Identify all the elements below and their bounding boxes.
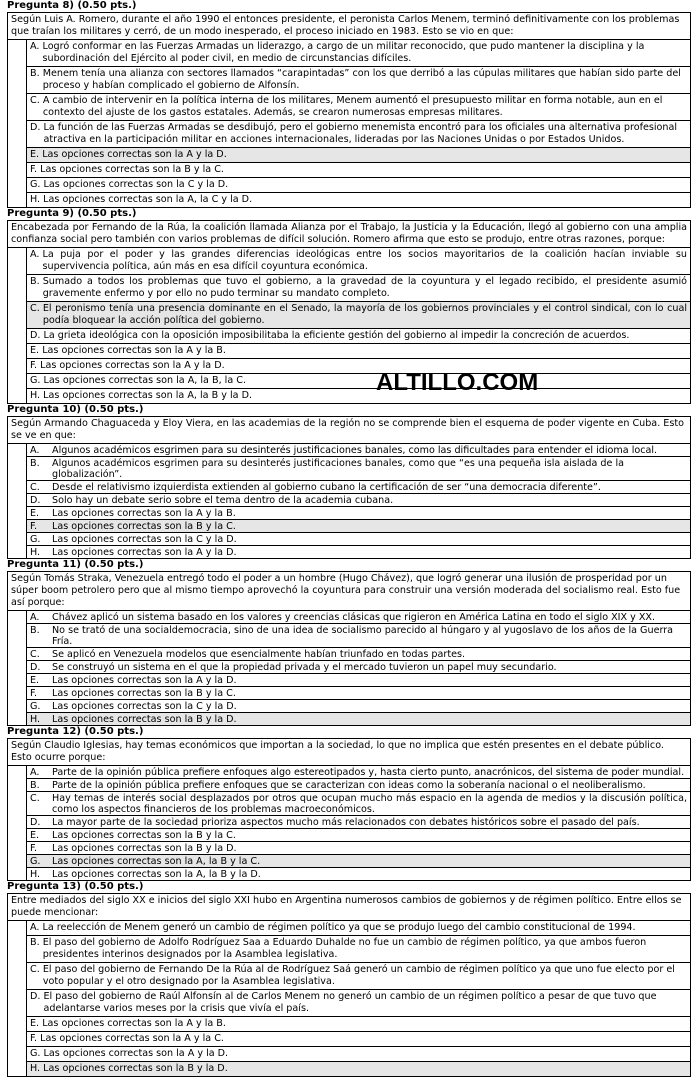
option-g[interactable]: G. Las opciones correctas son la A, la B y la C.: [26, 855, 690, 868]
question-stem: Entre mediados del siglo XX e inicios del siglo XXI hubo en Argentina numerosos cambios de gobiernos y de régimen político. Entre ellos se puede mencionar:: [8, 894, 690, 921]
option-e[interactable]: E. Las opciones correctas son la B y la C.: [26, 829, 690, 842]
question-box: [7, 416, 691, 559]
option-g[interactable]: G. Las opciones correctas son la A, la B, la C.: [26, 374, 690, 389]
option-c[interactable]: C. Se aplicó en Venezuela modelos que esencialmente habían triunfado en todas partes.: [26, 648, 690, 661]
option-g[interactable]: G. Las opciones correctas son la C y la D.: [26, 700, 690, 713]
question-10: [7, 404, 691, 559]
option-g[interactable]: G. Las opciones correctas son la C y la D.: [26, 178, 690, 193]
option-h[interactable]: H. Las opciones correctas son la B y la D.: [26, 1062, 690, 1076]
option-h[interactable]: H. Las opciones correctas son la B y la D.: [26, 713, 690, 725]
question-stem: Según Luis A. Romero, durante el año 1990 el entonces presidente, el peronista Carlos Menem, terminó definitivamente con los problemas que traían los militares y cerró, de un modo inesperado, el proceso iniciado en 1983. Esto se vio en que:: [8, 13, 690, 40]
question-box: [7, 220, 691, 404]
option-a[interactable]: A. Chávez aplicó un sistema basado en los valores y creencias clásicas que rigieron en América Latina en todo el siglo XIX y XX.: [26, 611, 690, 624]
question-stem: Según Armando Chaguaceda y Eloy Viera, en las academias de la región no se comprende bien el esquema de poder vigente en Cuba. Esto se ve en que:: [8, 417, 690, 444]
option-d[interactable]: D. La grieta ideológica con la oposición imposibilitaba la eficiente gestión del gobierno al impedir la concreción de acuerdos.: [26, 329, 690, 344]
question-9: [7, 208, 691, 404]
option-h[interactable]: H. Las opciones correctas son la A, la B y la D.: [26, 868, 690, 880]
option-e[interactable]: E. Las opciones correctas son la A y la B.: [26, 1017, 690, 1032]
option-c[interactable]: C. Desde el relativismo izquierdista extienden al gobierno cubano la certificación de ser “una democracia diferente”.: [26, 481, 690, 494]
option-a[interactable]: A. Algunos académicos esgrimen para su desinterés justificaciones banales, como las dificultades para entender el idioma local.: [26, 444, 690, 457]
question-stem: Encabezada por Fernando de la Rúa, la coalición llamada Alianza por el Trabajo, la Justicia y la Educación, llegó al gobierno con una amplia confianza social pero también con varios problemas de difícil solución. Romero afirma que esto se produjo, entre otras razones, porque:: [8, 221, 690, 248]
option-f[interactable]: F. Las opciones correctas son la A y la C.: [26, 1032, 690, 1047]
question-11: [7, 559, 691, 726]
question-box: [7, 738, 691, 881]
question-13: [7, 881, 691, 1077]
question-header: Pregunta 9) (0.50 pts.): [7, 208, 137, 219]
question-stem: Según Tomás Straka, Venezuela entregó todo el poder a un hombre (Hugo Chávez), que logró generar una ilusión de prosperidad por un súper boom petrolero pero que al mismo tiempo aprovechó la coyuntura para construir una versión moderada del socialismo real. Esto fue así porque:: [8, 572, 690, 611]
option-d[interactable]: D. La función de las Fuerzas Armadas se desdibujó, pero el gobierno menemista encontró para los oficiales una alternativa profesional atractiva en la participación militar en acciones internacionales, lideradas por las Naciones Unidas o por Estados Unidos.: [26, 121, 690, 148]
option-g[interactable]: G. Las opciones correctas son la A y la D.: [26, 1047, 690, 1062]
question-header: Pregunta 12) (0.50 pts.): [7, 726, 144, 737]
option-f[interactable]: F. Las opciones correctas son la B y la C.: [26, 520, 690, 533]
option-b[interactable]: B. El paso del gobierno de Adolfo Rodríguez Saa a Eduardo Duhalde no fue un cambio de régimen político, ya que ambos fueron presidentes interinos designados por la Asamblea legislativa.: [26, 936, 690, 963]
question-8: [7, 0, 691, 208]
option-c[interactable]: C. A cambio de intervenir en la política interna de los militares, Menem aumentó el presupuesto militar en forma notable, aun en el contexto del ajuste de los gastos estatales. Además, se crearon numerosas empresas militares.: [26, 94, 690, 121]
question-stem: Según Claudio Iglesias, hay temas económicos que importan a la sociedad, lo que no implica que estén presentes en el debate público. Esto ocurre porque:: [8, 739, 690, 766]
option-d[interactable]: D. La mayor parte de la sociedad prioriza aspectos mucho más relacionados con debates históricos sobre el pasado del país.: [26, 816, 690, 829]
option-b[interactable]: B. No se trató de una socialdemocracia, sino de una idea de socialismo parecido al húngaro y al yugoslavo de los años de la Guerra Fría.: [26, 624, 690, 648]
option-e[interactable]: E. Las opciones correctas son la A y la B.: [26, 507, 690, 520]
option-a[interactable]: A. La reelección de Menem generó un cambio de régimen político ya que se produjo luego del cambio constitucional de 1994.: [26, 921, 690, 936]
option-h[interactable]: H. Las opciones correctas son la A, la C y la D.: [26, 193, 690, 207]
question-12: [7, 726, 691, 881]
option-b[interactable]: B. Parte de la opinión pública prefiere enfoques que se caracterizan con ideas como la soberanía nacional o el neoliberalismo.: [26, 779, 690, 792]
option-d[interactable]: D. Solo hay un debate serio sobre el tema dentro de la academia cubana.: [26, 494, 690, 507]
option-a[interactable]: A. Parte de la opinión pública prefiere enfoques algo estereotipados y, hasta cierto punto, anacrónicos, del sistema de poder mundial.: [26, 766, 690, 779]
option-b[interactable]: B. Menem tenía una alianza con sectores llamados “carapintadas” con los que derribó a las cúpulas militares que habían sido parte del proceso y habían complicado el gobierno de Alfonsín.: [26, 67, 690, 94]
option-a[interactable]: A. La puja por el poder y las grandes diferencias ideológicas entre los socios mayoritarios de la coalición hacían inviable su supervivencia política, aún más en esa difícil coyuntura económica.: [26, 248, 690, 275]
question-header: Pregunta 10) (0.50 pts.): [7, 404, 144, 415]
option-c[interactable]: C. Hay temas de interés social desplazados por otros que ocupan mucho más espacio en la agenda de medios y la discusión política, como los aspectos financieros de los problemas macroeconómicos.: [26, 792, 690, 816]
option-f[interactable]: F. Las opciones correctas son la B y la D.: [26, 842, 690, 855]
question-box: [7, 893, 691, 1077]
option-e[interactable]: E. Las opciones correctas son la A y la D.: [26, 148, 690, 163]
option-b[interactable]: B. Algunos académicos esgrimen para su desinterés justificaciones banales, como que “es una pequeña isla aislada de la globalización”.: [26, 457, 690, 481]
option-h[interactable]: H. Las opciones correctas son la A, la B y la D.: [26, 389, 690, 403]
option-h[interactable]: H. Las opciones correctas son la A y la D.: [26, 546, 690, 558]
question-header: Pregunta 8) (0.50 pts.): [7, 0, 137, 11]
exam-page: [7, 0, 691, 1077]
option-f[interactable]: F. Las opciones correctas son la B y la C.: [26, 687, 690, 700]
question-box: [7, 571, 691, 726]
option-b[interactable]: B. Sumado a todos los problemas que tuvo el gobierno, a la gravedad de la coyuntura y el legado recibido, el presidente asumió gravemente enfermo y por ello no pudo terminar su mandato completo.: [26, 275, 690, 302]
option-e[interactable]: E. Las opciones correctas son la A y la B.: [26, 344, 690, 359]
option-c[interactable]: C. El paso del gobierno de Fernando De la Rúa al de Rodríguez Saá generó un cambio de régimen político ya que uno fue electo por el voto popular y el otro designado por la Asamblea legislativa.: [26, 963, 690, 990]
option-d[interactable]: D. Se construyó un sistema en el que la propiedad privada y el mercado tuvieron un papel muy secundario.: [26, 661, 690, 674]
option-c[interactable]: C. El peronismo tenía una presencia dominante en el Senado, la mayoría de los gobiernos provinciales y el control sindical, con lo cual podía bloquear la acción política del gobierno.: [26, 302, 690, 329]
question-header: Pregunta 13) (0.50 pts.): [7, 881, 144, 892]
option-d[interactable]: D. El paso del gobierno de Raúl Alfonsín al de Carlos Menem no generó un cambio de un régimen político a pesar de que tuvo que adelantarse varios meses por la crisis que vivía el país.: [26, 990, 690, 1017]
option-a[interactable]: A. Logró conformar en las Fuerzas Armadas un liderazgo, a cargo de un militar reconocido, que pudo mantener la disciplina y la subordinación del Ejército al poder civil, en medio de circunstancias difíciles.: [26, 40, 690, 67]
option-f[interactable]: F. Las opciones correctas son la B y la C.: [26, 163, 690, 178]
option-f[interactable]: F. Las opciones correctas son la A y la D.: [26, 359, 690, 374]
option-e[interactable]: E. Las opciones correctas son la A y la D.: [26, 674, 690, 687]
question-header: Pregunta 11) (0.50 pts.): [7, 559, 144, 570]
option-g[interactable]: G. Las opciones correctas son la C y la D.: [26, 533, 690, 546]
question-box: [7, 12, 691, 208]
watermark-logo: ALTILLO.COM: [376, 369, 539, 396]
